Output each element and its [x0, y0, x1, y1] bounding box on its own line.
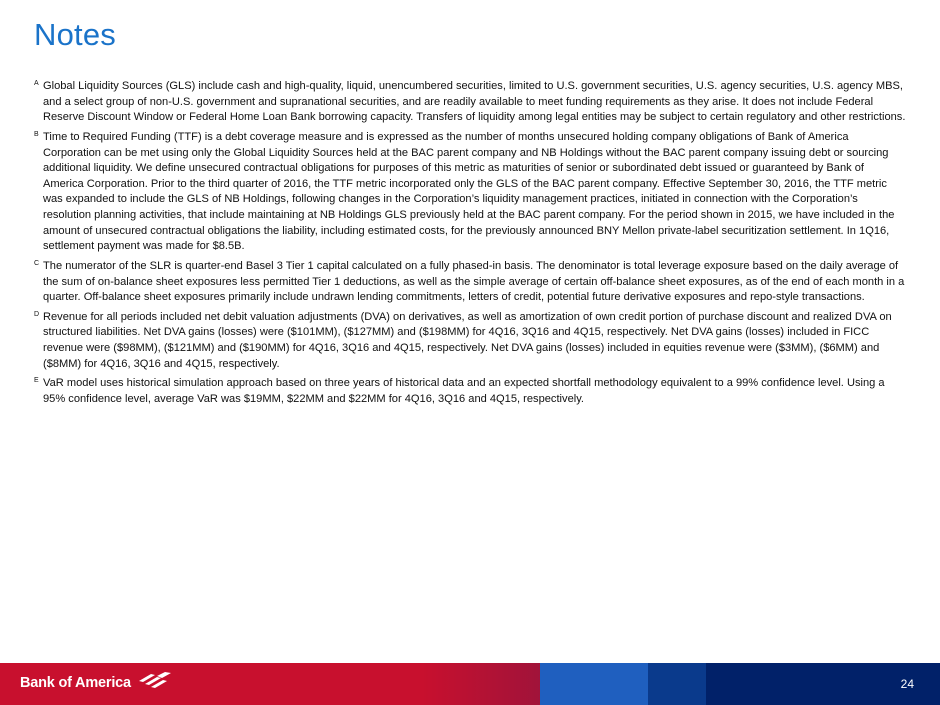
note-b [34, 130, 906, 255]
notes-list [34, 79, 906, 412]
flag-logo-icon [135, 672, 175, 690]
note-letter: C [34, 259, 40, 267]
footer-band-crimson [422, 663, 542, 705]
note-text: Time to Required Funding (TTF) is a debt coverage measure and is expressed as the number of months unsecured holding company obligations of Bank of America Corporation can be met using only the Global Liquidity Sources held at the BAC parent company and NB Holdings without the BAC parent company issuing debt or sourcing additional liquidity. We define unsecured contractual obligations for purposes of this metric as maturities of senior or subordinated debt issued or guaranteed by Bank of America Corporation. Prior to the third quarter of 2016, the TTF metric incorporated only the GLS of the BAC parent company. Effective September 30, 2016, the TTF metric was expanded to include the GLS of NB Holdings, following changes in the Corporation’s liquidity management practices, initiated in connection with the Corporation’s resolution planning activities, that include maintaining at NB Holdings GLS previously held at the BAC parent company. For the period shown in 2015, we have included in the amount of unsecured contractual obligations the liability, including estimated costs, for the previously announced BNY Mellon private-label securitization settlement. In 1Q16, settlement payment was made for $8.5B. [43, 130, 895, 253]
note-letter: A [34, 80, 39, 87]
note-letter: E [34, 377, 39, 385]
note-e [34, 376, 906, 407]
note-letter: B [34, 130, 39, 138]
note-text: Global Liquidity Sources (GLS) include cash and high-quality, liquid, unencumbered securities, limited to U.S. government securities, U.S. agency securities, U.S. agency MBS, and a select group of non-U.S. government and supranational securities, and are readily available to meet funding requirements as they arise. It does not include Federal Reserve Discount Window or Federal Home Loan Bank borrowing capacity. Transfers of liquidity among legal entities may be subject to certain regulatory and other restrictions. [43, 80, 906, 124]
note-text: VaR model uses historical simulation approach based on three years of historical data and an expected shortfall methodology equivalent to a 99% confidence level. Using a 95% confidence level, average VaR was $19MM, $22MM and $22MM for 4Q16, 3Q16 and 4Q15, respectively. [43, 377, 885, 406]
note-d [34, 310, 906, 372]
footer-band-mid-blue [648, 663, 706, 705]
page-number: 24 [900, 677, 914, 691]
footer-bar [0, 663, 940, 705]
bank-of-america-logo [20, 675, 175, 691]
note-text: Revenue for all periods included net debit valuation adjustments (DVA) on derivatives, as well as amortization of own credit portion of purchase discount and realized DVA on structured liabilities. Net DVA gains (losses) were ($101MM), ($127MM) and ($198MM) for 4Q16, 3Q16 and 4Q15, respectively. Net DVA gains (losses) included in FICC revenue were ($98MM), ($121MM) and ($190MM) for 4Q16, 3Q16 and 4Q15, respectively. Net DVA gains (losses) included in equities revenue were ($3MM), ($6MM) and ($8MM) for 4Q16, 3Q16 and 4Q15, respectively. [43, 310, 892, 370]
note-c [34, 259, 906, 306]
note-text: The numerator of the SLR is quarter-end Basel 3 Tier 1 capital calculated on a fully phased-in basis. The denominator is total leverage exposure based on the daily average of the sum of on-balance sheet exposures less permitted Tier 1 deductions, as well as the simple average of certain off-balance sheet exposures, as of the end of each month in a quarter. Off-balance sheet exposures primarily include undrawn lending commitments, letters of credit, potential future derivative exposures and repo-style transactions. [43, 259, 905, 304]
logo-wordmark: Bank of America [20, 675, 131, 691]
footer-band-blue [540, 663, 648, 705]
page-title: Notes [34, 17, 116, 52]
note-letter: D [34, 310, 40, 318]
note-a [34, 79, 906, 126]
